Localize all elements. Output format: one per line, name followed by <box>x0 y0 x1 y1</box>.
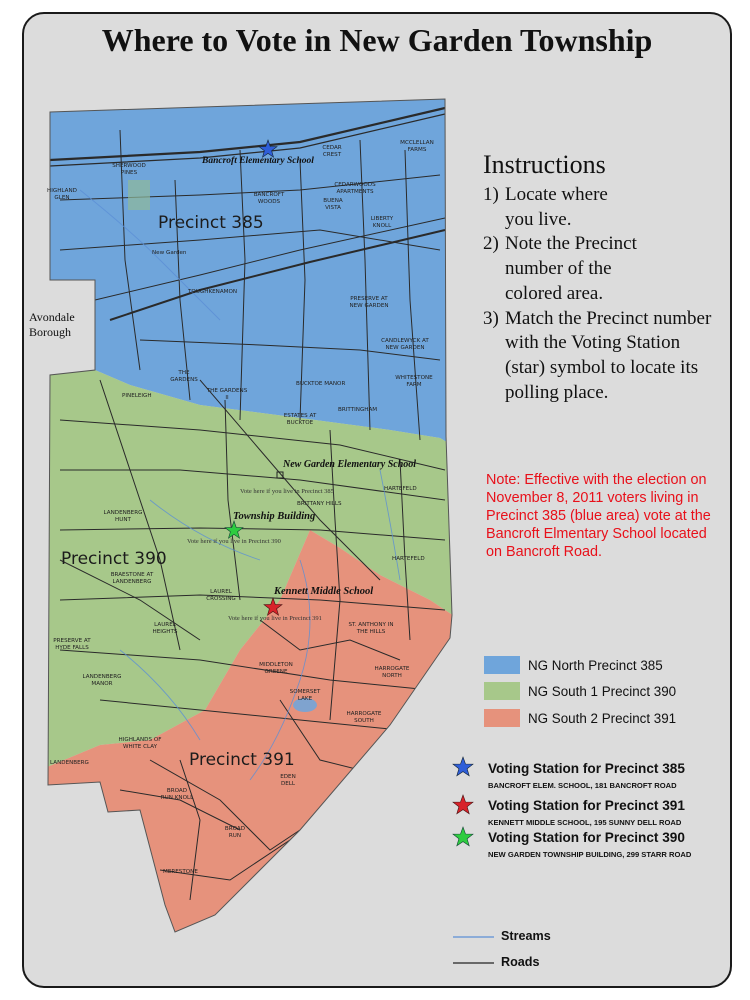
place-label: BRAESTONE AT LANDENBERG <box>110 572 154 585</box>
vote-here-385-note: Vote here if you live in Precinct 385 <box>240 488 334 495</box>
place-label: BANCROFT WOODS <box>253 192 285 205</box>
place-label: PRESERVE AT NEW GARDEN <box>349 296 389 309</box>
voting-station-address: KENNETT MIDDLE SCHOOL, 195 SUNNY DELL ROAD <box>488 818 682 827</box>
legend-green-star-icon <box>453 827 473 846</box>
streams-key-label: Streams <box>501 929 551 943</box>
kennett-school-label: Kennett Middle School <box>274 586 374 597</box>
voting-station-address: NEW GARDEN TOWNSHIP BUILDING, 299 STARR ROAD <box>488 850 692 859</box>
place-label: SHERWOOD PINES <box>112 163 146 176</box>
step-number: 2) <box>483 233 499 255</box>
bancroft-school-label: Bancroft Elementary School <box>202 156 314 166</box>
map-title: Where to Vote in New Garden Township <box>101 22 653 58</box>
voting-station-address: BANCROFT ELEM. SCHOOL, 181 BANCROFT ROAD <box>488 781 677 790</box>
place-label: HARROGATE NORTH <box>374 666 410 679</box>
place-label: New Garden <box>152 250 187 256</box>
voting-station-title: Voting Station for Precinct 390 <box>488 830 685 845</box>
place-label: THE GARDENS <box>170 370 198 383</box>
voting-station-title: Voting Station for Precinct 391 <box>488 798 685 813</box>
new-garden-school-label: New Garden Elementary School <box>283 459 417 470</box>
place-label: BUCKTOE MANOR <box>296 381 346 387</box>
legend-item-390 <box>484 681 676 701</box>
place-label: LANDENBERG MANOR <box>82 674 122 687</box>
place-label: LIBERTY KNOLL <box>370 216 394 229</box>
place-label: ESTATES AT BUCKTOE <box>283 413 317 426</box>
vote-here-391-note: Vote here if you live in Precinct 391 <box>228 615 322 622</box>
precinct-385-label: Precinct 385 <box>158 213 264 233</box>
place-label: WHITESTONE FARM <box>395 375 433 388</box>
instruction-step-1 <box>483 183 723 232</box>
legend-label: NG South 2 Precinct 391 <box>528 710 677 726</box>
place-label: CANDLEWYCK AT NEW GARDEN <box>381 338 429 351</box>
instruction-step-2 <box>483 232 723 306</box>
step-text: Locate where you live. <box>505 184 608 230</box>
legend-swatch <box>484 709 520 727</box>
place-label: LAUREL CROSSING <box>206 589 236 602</box>
legend-label: NG North Precinct 385 <box>528 657 663 673</box>
streams-key <box>501 929 551 943</box>
place-label: ST. ANTHONY IN THE HILLS <box>348 622 394 635</box>
roads-key <box>501 955 540 969</box>
legend-item-391 <box>484 708 676 728</box>
legend-swatch <box>484 682 520 700</box>
effective-date-note: Note: Effective with the election on November 8, 2011 voters living in Precinct 385 (blue area) vote at the Bancroft Elmentary School located on Bancroft Road. <box>486 472 711 560</box>
legend-blue-star-icon <box>453 757 473 776</box>
place-label: HARTEFELD <box>392 556 425 562</box>
place-label: PINELEIGH <box>122 393 152 399</box>
place-label: HARROGATE SOUTH <box>346 711 382 724</box>
place-label: TOUGHKENAMON <box>188 289 238 295</box>
voting-station-title: Voting Station for Precinct 385 <box>488 761 685 776</box>
instruction-step-3 <box>483 307 723 406</box>
place-label: THE GARDENS II <box>206 388 248 401</box>
place-label: HARTEFELD <box>384 486 417 492</box>
place-label: LANDENBERG <box>50 760 89 766</box>
precinct-390-label: Precinct 390 <box>61 549 167 569</box>
legend-swatch <box>484 656 520 674</box>
place-label: CEDARWOODS APARTMENTS <box>334 182 376 195</box>
legend-label: NG South 1 Precinct 390 <box>528 683 677 699</box>
place-label: MERESTONE <box>163 869 198 875</box>
place-label: BRITTINGHAM <box>338 407 378 413</box>
township-building-label: Township Building <box>233 511 316 522</box>
place-label: BUENA VISTA <box>323 198 343 211</box>
precinct-391-label: Precinct 391 <box>189 750 295 770</box>
place-label: LAUREL HEIGHTS <box>152 622 178 635</box>
place-label: MCCLELLAN FARMS <box>400 140 434 153</box>
place-label: BROAD RUN KNOLL <box>160 788 194 801</box>
neighbor-label: Avondale Borough <box>29 310 75 339</box>
place-label: BRITTANY HILLS <box>297 501 342 507</box>
instructions-heading: Instructions <box>483 150 606 179</box>
place-label: HIGHLAND GLEN <box>47 188 77 201</box>
vote-here-390-note: Vote here if you live in Precinct 390 <box>187 538 281 545</box>
legend-red-star-icon <box>453 795 473 814</box>
roads-key-label: Roads <box>501 955 540 969</box>
place-label: SOMERSET LAKE <box>289 689 321 702</box>
park-area <box>128 180 150 210</box>
step-text: Match the Precinct number with the Voting Station (star) symbol to locate its polling place. <box>505 307 712 403</box>
place-label: PRESERVE AT HYDE FALLS <box>53 638 91 651</box>
step-text: Note the Precinct number of the colored area. <box>505 233 637 304</box>
place-label: HIGHLANDS OF WHITE CLAY <box>118 737 162 750</box>
place-label: BROAD RUN <box>224 826 246 839</box>
place-label: CEDAR CREST <box>322 145 342 158</box>
place-label: EDEN DELL <box>280 774 296 787</box>
instructions-list <box>483 183 723 405</box>
step-number: 3) <box>483 307 499 329</box>
place-label: MIDDLETON GREENE <box>259 662 293 675</box>
place-label: LANDENBERG HUNT <box>103 510 143 523</box>
step-number: 1) <box>483 184 499 205</box>
legend-item-385 <box>484 655 663 675</box>
